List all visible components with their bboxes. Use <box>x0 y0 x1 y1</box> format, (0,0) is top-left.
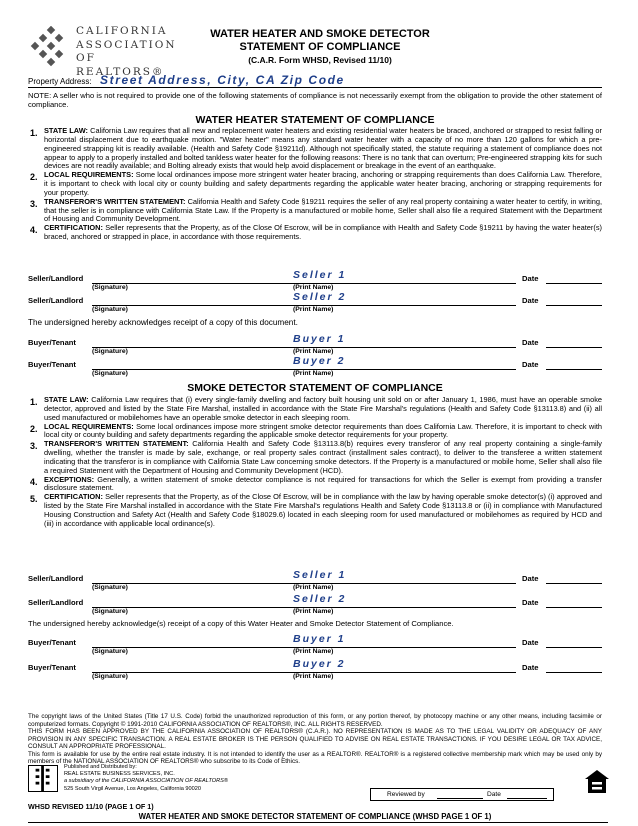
item-heading: TRANSFEROR'S WRITTEN STATEMENT: <box>44 196 186 206</box>
date-field[interactable] <box>546 305 602 306</box>
sd-seller-2-signature-row <box>28 593 602 616</box>
agent-info-box <box>28 822 608 826</box>
signature-caption: (Signature) <box>92 608 128 615</box>
print-name-caption: (Print Name) <box>293 648 334 655</box>
item-number: 2. <box>30 423 38 434</box>
item-number: 3. <box>30 441 38 452</box>
seller-1-name[interactable]: Seller 1 <box>293 569 347 581</box>
item-number: 5. <box>30 494 38 505</box>
item-heading: CERTIFICATION: <box>44 223 103 233</box>
item-number: 1. <box>30 128 38 138</box>
item-heading: LOCAL REQUIREMENTS: <box>44 421 134 431</box>
reviewed-by-field[interactable] <box>437 798 483 799</box>
logo-line-3: OF REALTORS® <box>76 52 165 78</box>
publisher-line-2: REAL ESTATE BUSINESS SERVICES, INC. <box>64 771 175 778</box>
buyer-1-name[interactable]: Buyer 1 <box>293 333 346 345</box>
date-field[interactable] <box>546 607 602 608</box>
equal-housing-icon <box>584 769 610 797</box>
buyer-tenant-label: Buyer/Tenant <box>28 338 76 347</box>
seller-landlord-label: Seller/Landlord <box>28 598 84 607</box>
water-heater-items <box>28 127 602 242</box>
wh-buyer-2-signature-row <box>28 355 602 378</box>
item-heading: LOCAL REQUIREMENTS: <box>44 170 134 180</box>
date-field[interactable] <box>546 369 602 370</box>
date-label: Date <box>522 638 539 647</box>
sd-seller-1-signature-row <box>28 569 602 592</box>
property-address-field[interactable]: Street Address, City, CA Zip Code <box>100 73 345 87</box>
signature-caption: (Signature) <box>92 370 128 377</box>
copyright-paragraph-1: The copyright laws of the United States (Title 17 U.S. Code) forbid the unauthorized reproduction of this form, or any portion thereof, by photocopy machine or any other means, including facsimile or computerized formats. Copyright © 1991-2010 CALIFORNIA ASSOCIATION OF REALTORS®, INC. ALL RIGHTS RESERVED. <box>28 713 602 728</box>
buyer-tenant-label: Buyer/Tenant <box>28 360 76 369</box>
signature-caption: (Signature) <box>92 648 128 655</box>
item-number: 4. <box>30 476 38 487</box>
print-name-caption: (Print Name) <box>293 284 334 291</box>
item-number: 1. <box>30 397 38 407</box>
item-heading: STATE LAW: <box>44 395 89 404</box>
date-label: Date <box>522 338 539 347</box>
seller-landlord-label: Seller/Landlord <box>28 574 84 583</box>
form-subtitle: (C.A.R. Form WHSD, Revised 11/10) <box>248 55 392 65</box>
sd-item-1 <box>28 396 602 423</box>
sd-item-4 <box>28 476 602 494</box>
note-text: NOTE: A seller who is not required to provide one of the following statements of compliance is not necessarily exempt from the obligation to provide the other statement of compliance. <box>28 91 602 109</box>
print-name-caption: (Print Name) <box>293 608 334 615</box>
item-text: Seller represents that the Property, as of the Close Of Escrow, will be in compliance with the law by having operable smoke detector(s) (i) approved and listed by the State Fire Marshal installed in accordance with the State Fire Marshal's regulations Health and Safety Code §13113.8 or (ii) in compliance with Manufactured Housing Construction and Safety Act (Health and Safety Code §18029.6) located in each sleeping room for used manufactured or mobilehomes as required by HCD and (iii) in accordance with applicable local ordinance(s). <box>44 492 602 528</box>
buyer-1-name[interactable]: Buyer 1 <box>293 633 346 645</box>
seller-landlord-label: Seller/Landlord <box>28 274 84 283</box>
logo-line-1: CALIFORNIA <box>76 25 168 37</box>
item-text: California Law requires that all new and replacement water heaters and existing residential water heaters be braced, anchored or strapped to resist falling or horizontal displacement due to earthquake motion. "Water heater" means any standard water heater with a capacity of no more than 120 gallons for which a pre-engineered strapping kit is readily available. (Health and Safety Code §19211d). Although not specifically stated, the statute requiring a statement of compliance does not appear to apply to a properly installed and bolted tankless water heater for the following reasons: There is no tank that can overturn; Pre-engineered strapping kits for such devices are not readily available; and Bolting already exists that would help avoid displacement or breakage in the event of an earthquake. <box>44 126 602 171</box>
print-name-caption: (Print Name) <box>293 673 334 680</box>
item-text: California Health and Safety Code §13113.8(b) requires every transferor of any real property containing a single-family dwelling, whether the transfer is made by sale, exchange, or real property sales contract (installment sales contract), to deliver to the transferee a written statement indicating that the transferor is in compliance with California State Law concerning smoke detectors. If the Property is a manufactured or mobile home, Seller shall also file a required Statement with the Department of Housing and Community Development (HCD). <box>44 439 602 475</box>
review-date-label: Date <box>487 791 501 798</box>
date-label: Date <box>522 574 539 583</box>
review-box <box>370 788 554 801</box>
review-date-field[interactable] <box>507 798 547 799</box>
wh-seller-1-signature-row <box>28 269 602 292</box>
copyright-notice <box>28 713 602 766</box>
item-heading: CERTIFICATION: <box>44 492 103 502</box>
water-heater-section-title: WATER HEATER STATEMENT OF COMPLIANCE <box>195 114 435 126</box>
rebs-logo-icon <box>28 765 58 792</box>
car-diamond-icon <box>28 26 70 68</box>
form-title <box>190 28 450 54</box>
date-label: Date <box>522 360 539 369</box>
seller-1-name[interactable]: Seller 1 <box>293 269 347 281</box>
item-text: Generally, a written statement of smoke detector compliance is not required for transactions for which the Seller is exempt from providing a transfer disclosure statement. <box>44 474 602 493</box>
date-field[interactable] <box>546 647 602 648</box>
date-label: Date <box>522 598 539 607</box>
print-name-caption: (Print Name) <box>293 370 334 377</box>
wh-seller-2-signature-row <box>28 291 602 314</box>
item-heading: EXCEPTIONS: <box>44 474 95 484</box>
print-name-caption: (Print Name) <box>293 348 334 355</box>
wh-buyer-1-signature-row <box>28 333 602 356</box>
sd-item-3 <box>28 440 602 475</box>
sd-item-5 <box>28 493 602 528</box>
print-name-caption: (Print Name) <box>293 584 334 591</box>
publisher-info <box>64 764 228 793</box>
wh-item-2 <box>28 171 602 198</box>
signature-caption: (Signature) <box>92 584 128 591</box>
copyright-paragraph-3: This form is available for use by the entire real estate industry. It is not intended to identify the user as a REALTOR®. REALTOR® is a registered collective membership mark which may be used only by members of the NATIONAL ASSOCIATION OF REALTORS® who subscribe to its Code of Ethics. <box>28 750 602 765</box>
date-field[interactable] <box>546 583 602 584</box>
copyright-paragraph-2: THIS FORM HAS BEEN APPROVED BY THE CALIFORNIA ASSOCIATION OF REALTORS® (C.A.R.). NO REPRESENTATION IS MADE AS TO THE LEGAL VALIDITY OR ADEQUACY OF ANY PROVISION IN ANY SPECIFIC TRANSACTION. A REAL ESTATE BROKER IS THE PERSON QUALIFIED TO ADVISE ON REAL ESTATE TRANSACTIONS. IF YOU DESIRE LEGAL OR TAX ADVICE, CONSULT AN APPROPRIATE PROFESSIONAL. <box>28 728 602 750</box>
item-heading: TRANSFEROR'S WRITTEN STATEMENT: <box>44 439 189 449</box>
wh-item-4 <box>28 224 602 242</box>
date-field[interactable] <box>546 347 602 348</box>
buyer-tenant-label: Buyer/Tenant <box>28 638 76 647</box>
item-text: Some local ordinances impose more stringent water heater bracing, anchoring or strapping requirements than does California Law. Therefore, it is important to check with local city or county building and safety departments regarding the applicable water heater bracing, anchoring or strapping requirements for your property. <box>44 170 602 197</box>
seller-2-name[interactable]: Seller 2 <box>293 291 347 303</box>
item-text: Seller represents that the Property, as of the Close Of Escrow, will be in compliance with Health and Safety Code §19211 by having the water heater(s) braced, anchored or strapped in place, in accordance with those requirements. <box>44 223 602 242</box>
buyer-tenant-label: Buyer/Tenant <box>28 663 76 672</box>
item-number: 4. <box>30 225 38 236</box>
item-text: Some local ordinances impose more stringent smoke detector requirements than does California Law. Therefore, it is important to check with local city or county building and safety departments regarding the applicable smoke detector requirements for your property. <box>44 421 603 440</box>
reviewed-by-label: Reviewed by <box>387 791 425 798</box>
signature-caption: (Signature) <box>92 306 128 313</box>
item-number: 2. <box>30 172 38 183</box>
logo-text <box>76 25 188 79</box>
item-heading: STATE LAW: <box>44 126 88 135</box>
item-text: California Health and Safety Code §19211 requires the seller of any real property containing a water heater to certify, in writing, that the seller is in compliance with California State Law. If the Property is a manufactured or mobile home, Seller shall also file a required Statement with the Department of Housing and Community Development. <box>44 196 603 224</box>
item-number: 3. <box>30 198 38 209</box>
signature-caption: (Signature) <box>92 673 128 680</box>
publisher-line-4: 525 South Virgil Avenue, Los Angeles, California 90020 <box>64 785 201 792</box>
sd-item-2 <box>28 423 602 441</box>
signature-caption: (Signature) <box>92 348 128 355</box>
footer-title: WATER HEATER AND SMOKE DETECTOR STATEMENT OF COMPLIANCE (WHSD PAGE 1 OF 1) <box>138 812 492 821</box>
property-address-label: Property Address: <box>28 77 92 86</box>
property-address-row <box>28 74 602 88</box>
date-field[interactable] <box>546 283 602 284</box>
smoke-detector-items <box>28 396 602 529</box>
buyer-2-name[interactable]: Buyer 2 <box>293 658 346 670</box>
seller-2-name[interactable]: Seller 2 <box>293 593 347 605</box>
publisher-line-3: a subsidiary of the CALIFORNIA ASSOCIATION OF REALTORS® <box>64 778 229 785</box>
smoke-detector-section-title: SMOKE DETECTOR STATEMENT OF COMPLIANCE <box>187 382 443 394</box>
seller-landlord-label: Seller/Landlord <box>28 296 84 305</box>
logo-line-2: ASSOCIATION <box>76 38 177 51</box>
date-label: Date <box>522 663 539 672</box>
sd-buyer-1-signature-row <box>28 633 602 656</box>
sd-buyer-2-signature-row <box>28 658 602 681</box>
date-label: Date <box>522 296 539 305</box>
buyer-2-name[interactable]: Buyer 2 <box>293 355 346 367</box>
signature-caption: (Signature) <box>92 284 128 291</box>
date-field[interactable] <box>546 672 602 673</box>
wh-item-3 <box>28 198 602 225</box>
wh-acknowledgement: The undersigned hereby acknowledges receipt of a copy of this document. <box>28 318 298 327</box>
print-name-caption: (Print Name) <box>293 306 334 313</box>
revision-label: WHSD REVISED 11/10 (PAGE 1 OF 1) <box>28 802 154 811</box>
form-title-line-1: WATER HEATER AND SMOKE DETECTOR <box>210 28 430 40</box>
wh-item-1 <box>28 127 602 171</box>
date-label: Date <box>522 274 539 283</box>
item-text: California Law requires that (i) every single-family dwelling and factory built housing unit sold on or after January 1, 1986, must have an operable smoke detector, approved and listed by the State Fire Marshal, installed in accordance with the State Fire Marshal's regulations (Health and Safety Code §13113.8) and (ii) all used manufactured or mobilehomes have an operable smoke detector in each sleeping room. <box>44 395 602 422</box>
sd-acknowledgement: The undersigned hereby acknowledge(s) receipt of a copy of this Water Heater and Smoke Detector Statement of Compliance. <box>28 619 454 628</box>
publisher-line-1: Published and Distributed by: <box>64 764 137 770</box>
car-logo <box>28 24 188 78</box>
form-title-line-2: STATEMENT OF COMPLIANCE <box>239 41 401 53</box>
